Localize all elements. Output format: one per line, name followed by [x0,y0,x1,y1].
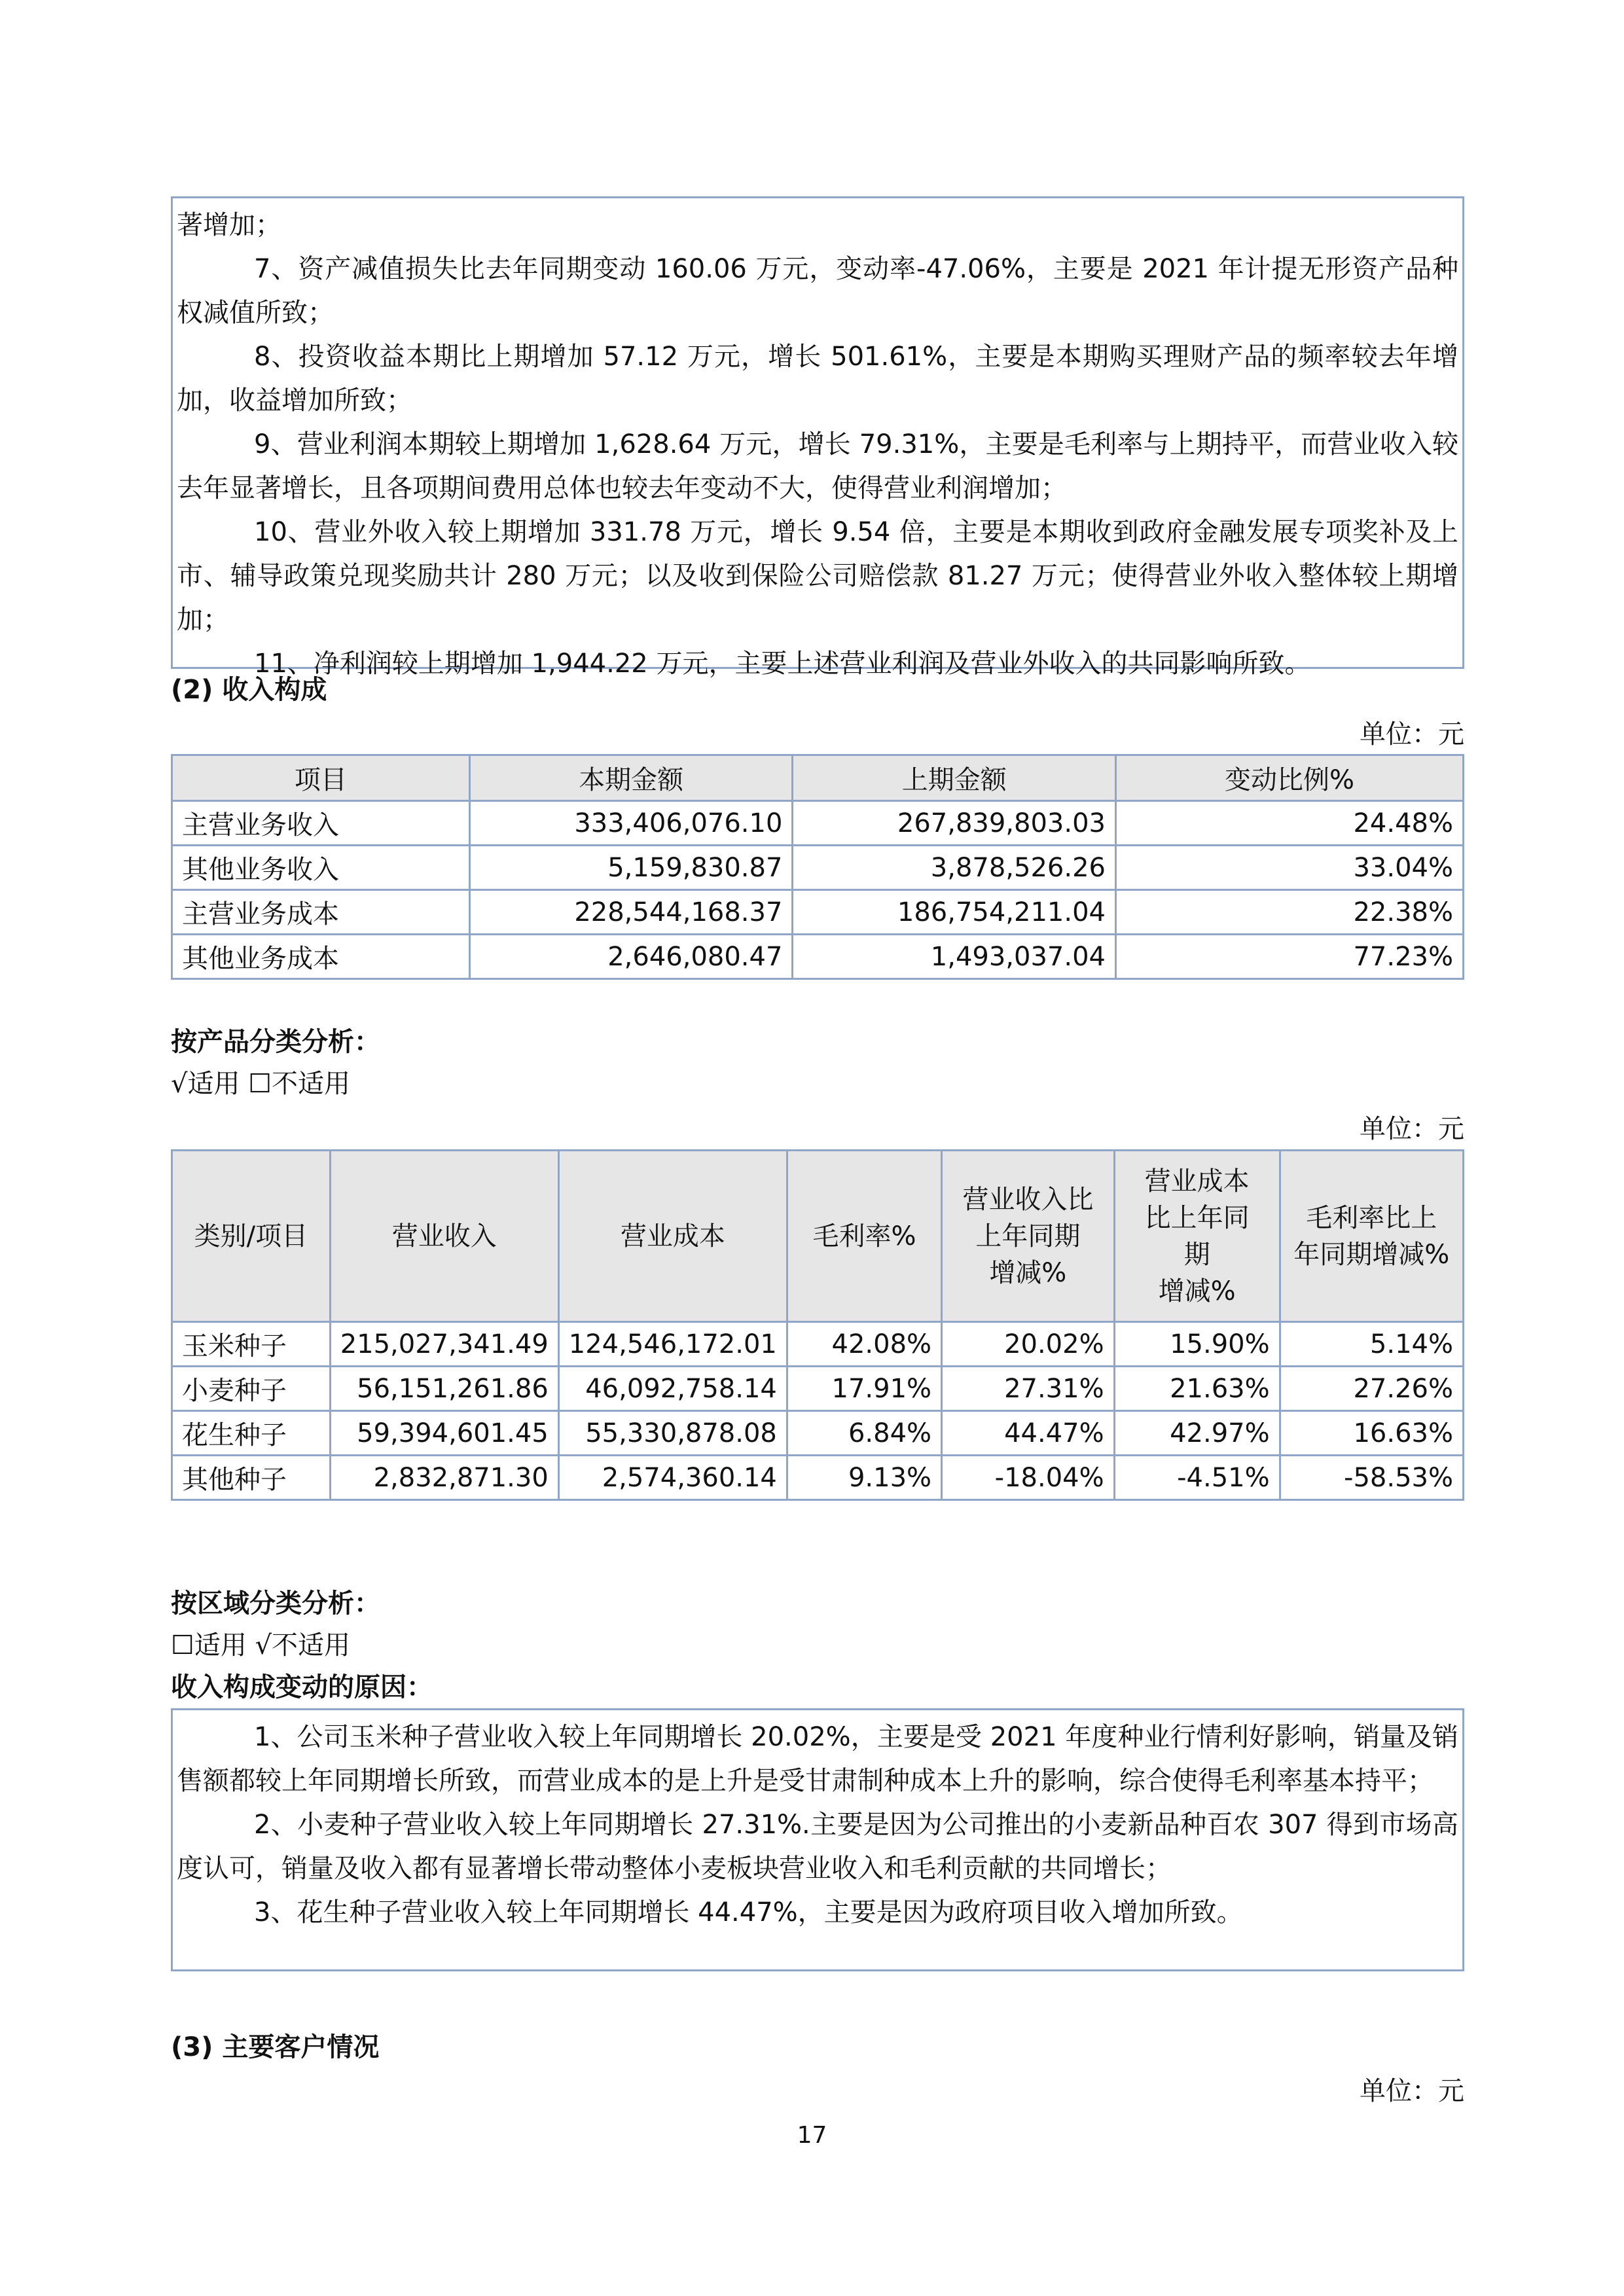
unit-label: 单位：元 [1360,2076,1464,2106]
table-cell: 56,151,261.86 [330,1367,558,1411]
table-row [172,801,1464,846]
table-cell: 2,574,360.14 [558,1456,787,1500]
reason-3: 3、花生种子营业收入较上年同期增长 44.47%，主要是因为政府项目收入增加所致。 [254,1897,1243,1928]
col-header: 毛利率% [787,1151,941,1322]
unit-label: 单位：元 [1360,719,1464,749]
table-cell: 16.63% [1280,1411,1463,1456]
table-cell: 77.23% [1115,935,1463,979]
table-cell: 玉米种子 [172,1322,331,1367]
table-row [172,846,1464,890]
note-7: 7、资产减值损失比去年同期变动 160.06 万元，变动率-47.06%，主要是 2021 年计提无形资产品种权减值所致； [177,254,1458,328]
table-cell: 42.08% [787,1322,941,1367]
table-cell: 小麦种子 [172,1367,331,1411]
table-cell: 3,878,526.26 [793,846,1116,890]
table-cell: 33.04% [1115,846,1463,890]
reasons-title: 收入构成变动的原因： [171,1672,433,1702]
table-row [172,1322,1464,1367]
table-cell: -58.53% [1280,1456,1463,1500]
col-header: 毛利率比上 年同期增减% [1280,1151,1463,1322]
table-cell: 5.14% [1280,1322,1463,1367]
table-cell: 42.97% [1114,1411,1280,1456]
table-cell: 6.84% [787,1411,941,1456]
reason-1: 1、公司玉米种子营业收入较上年同期增长 20.02%，主要是受 2021 年度种业行情利好影响，销量及销售额都较上年同期增长所致，而营业成本的是上升是受甘肃制种成本上升的影响，综合使得毛利率基本持平； [177,1722,1458,1796]
table-cell: 15.90% [1114,1322,1280,1367]
reasons-box [171,1708,1464,1971]
income-composition-table [171,754,1464,980]
table-cell: 2,646,080.47 [469,935,793,979]
table-cell: 186,754,211.04 [793,890,1116,935]
table-cell: 27.31% [942,1367,1115,1411]
table-cell: 9.13% [787,1456,941,1500]
note-10: 10、营业外收入较上期增加 331.78 万元，增长 9.54 倍，主要是本期收到政府金融发展专项奖补及上市、辅导政策兑现奖励共计 280 万元；以及收到保险公司赔偿款 81.27 万元；使得营业外收入整体较上期增加； [177,517,1458,635]
table-cell: 花生种子 [172,1411,331,1456]
table-header-row [172,755,1464,801]
table-cell: 215,027,341.49 [330,1322,558,1367]
table-cell: 2,832,871.30 [330,1456,558,1500]
table-cell: 46,092,758.14 [558,1367,787,1411]
col-header: 营业成本 [558,1151,787,1322]
table-cell: -4.51% [1114,1456,1280,1500]
table-cell: 59,394,601.45 [330,1411,558,1456]
table-cell: 228,544,168.37 [469,890,793,935]
note-8: 8、投资收益本期比上期增加 57.12 万元，增长 501.61%，主要是本期购买理财产品的频率较去年增加，收益增加所致； [177,342,1458,416]
table-row [172,1411,1464,1456]
table-row [172,890,1464,935]
table-cell: 55,330,878.08 [558,1411,787,1456]
table-row [172,1367,1464,1411]
page-number: 17 [797,2122,827,2149]
product-analysis-title: 按产品分类分析： [171,1027,380,1057]
table-cell: 22.38% [1115,890,1463,935]
table-cell: 主营业务收入 [172,801,470,846]
table-cell: 其他业务成本 [172,935,470,979]
col-header: 本期金额 [469,755,793,801]
table-cell: 44.47% [942,1411,1115,1456]
reason-2: 2、小麦种子营业收入较上年同期增长 27.31%.主要是因为公司推出的小麦新品种百农 307 得到市场高度认可，销量及收入都有显著增长带动整体小麦板块营业收入和毛利贡献的共同增长； [177,1810,1458,1884]
table-row [172,935,1464,979]
table-cell: 其他业务收入 [172,846,470,890]
table-cell: 27.26% [1280,1367,1463,1411]
notes-box [171,196,1464,679]
table-cell: 17.91% [787,1367,941,1411]
table-cell: 333,406,076.10 [469,801,793,846]
section-income-composition-title: (2) 收入构成 [171,675,327,705]
unit-label: 单位：元 [1360,1114,1464,1144]
note-line-continued: 著增加； [177,210,281,240]
col-header: 变动比例% [1115,755,1463,801]
region-analysis-title: 按区域分类分析： [171,1588,380,1619]
note-11: 11、净利润较上期增加 1,944.22 万元，主要上述营业利润及营业外收入的共同影响所致。 [254,649,1311,679]
col-header: 营业收入比 上年同期 增减% [942,1151,1115,1322]
section-main-customers-title: (3) 主要客户情况 [171,2032,380,2062]
col-header: 类别/项目 [172,1151,331,1322]
note-9: 9、营业利润本期较上期增加 1,628.64 万元，增长 79.31%，主要是毛利率与上期持平，而营业收入较去年显著增长，且各项期间费用总体也较去年变动不大，使得营业利润增加； [177,429,1458,503]
table-cell: 267,839,803.03 [793,801,1116,846]
table-row [172,1456,1464,1500]
region-applicable-checkbox: ☐适用 √不适用 [171,1630,351,1660]
table-cell: 21.63% [1114,1367,1280,1411]
table-cell: 其他种子 [172,1456,331,1500]
table-cell: 20.02% [942,1322,1115,1367]
product-applicable-checkbox: √适用 ☐不适用 [171,1069,351,1099]
table-cell: 5,159,830.87 [469,846,793,890]
product-analysis-table [171,1149,1464,1501]
table-cell: 1,493,037.04 [793,935,1116,979]
col-header: 营业收入 [330,1151,558,1322]
table-cell: 主营业务成本 [172,890,470,935]
table-header-row [172,1151,1464,1322]
table-cell: 124,546,172.01 [558,1322,787,1367]
col-header: 项目 [172,755,470,801]
col-header: 上期金额 [793,755,1116,801]
col-header: 营业成本 比上年同 期 增减% [1114,1151,1280,1322]
table-cell: 24.48% [1115,801,1463,846]
table-cell: -18.04% [942,1456,1115,1500]
